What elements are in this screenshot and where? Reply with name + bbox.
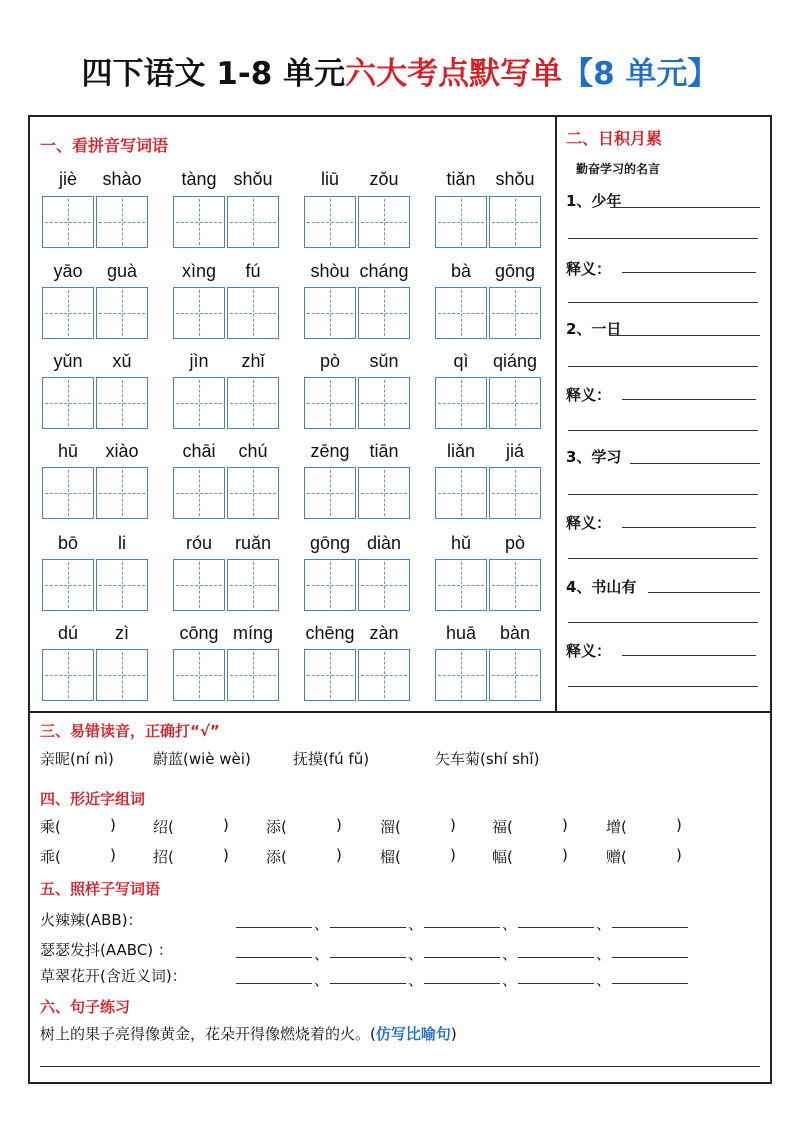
answer-line[interactable] [568, 302, 758, 303]
writing-box[interactable] [227, 559, 279, 611]
char-item: 榴( [380, 848, 401, 866]
separator: 、 [502, 915, 518, 933]
writing-box[interactable] [489, 467, 541, 519]
pinyin-label: shǒu [233, 169, 273, 189]
writing-box[interactable] [42, 467, 94, 519]
pinyin-label: xǔ [112, 351, 132, 371]
pinyin-label: fú [245, 261, 261, 281]
answer-line[interactable] [568, 494, 758, 495]
pinyin-label: jìn [189, 351, 209, 371]
answer-line[interactable] [40, 1066, 760, 1067]
pinyin-label: shòu [310, 261, 350, 281]
pinyin-label: qì [453, 351, 469, 371]
writing-box[interactable] [96, 196, 148, 248]
writing-box[interactable] [304, 196, 356, 248]
char-item-close: ) [336, 816, 342, 834]
char-item-close: ) [110, 816, 116, 834]
pinyin-label: chāi [182, 441, 216, 461]
char-item: 赠( [606, 848, 627, 866]
separator: 、 [596, 945, 612, 963]
separator: 、 [408, 971, 424, 989]
char-item: 招( [153, 848, 174, 866]
separator: 、 [502, 971, 518, 989]
section3-heading: 三、易错读音，正确打“√” [40, 722, 220, 740]
pinyin-label: chēng [305, 623, 355, 643]
title-part3: 【8 单元】 [562, 56, 719, 92]
section2-heading: 二、日积月累 [566, 129, 663, 148]
pinyin-label: ruǎn [234, 533, 272, 553]
answer-line[interactable] [518, 983, 594, 984]
writing-box[interactable] [42, 649, 94, 701]
char-item: 乖( [40, 848, 61, 866]
writing-box[interactable] [489, 649, 541, 701]
separator: 、 [314, 915, 330, 933]
char-item-close: ) [562, 846, 568, 864]
pinyin-label: tiān [369, 441, 399, 461]
pinyin-label: zhǐ [241, 351, 265, 371]
pinyin-label: qiáng [492, 351, 538, 371]
pinyin-label: zì [114, 623, 129, 643]
answer-line[interactable] [330, 927, 406, 928]
pinyin-label: bàn [499, 623, 531, 643]
pinyin-label: dú [57, 623, 79, 643]
pinyin-label: yǔn [53, 351, 83, 371]
writing-box[interactable] [304, 377, 356, 429]
pronunciation-item-2: 蔚蓝(wiè wèi) [153, 750, 251, 768]
writing-box[interactable] [358, 649, 410, 701]
pinyin-label: bō [57, 533, 79, 553]
column-divider [555, 115, 557, 713]
char-item-close: ) [223, 816, 229, 834]
writing-box[interactable] [173, 467, 225, 519]
answer-line[interactable] [622, 272, 756, 273]
pinyin-label: bà [450, 261, 472, 281]
writing-box[interactable] [489, 377, 541, 429]
char-item-close: ) [336, 846, 342, 864]
pinyin-label: tàng [181, 169, 217, 189]
section2-subtitle: 勤奋学习的名言 [576, 162, 661, 176]
pinyin-label: jiè [58, 169, 77, 189]
separator: 、 [596, 971, 612, 989]
writing-box[interactable] [42, 559, 94, 611]
pinyin-label: li [118, 533, 126, 553]
char-item: 幅( [492, 848, 513, 866]
section6-heading: 六、句子练习 [40, 998, 131, 1016]
writing-box[interactable] [358, 287, 410, 339]
answer-line[interactable] [330, 957, 406, 958]
title-part1: 四下语文 1-8 单元 [81, 56, 346, 92]
answer-line[interactable] [424, 983, 500, 984]
char-item-close: ) [562, 816, 568, 834]
writing-box[interactable] [435, 377, 487, 429]
char-item: 乘( [40, 818, 61, 836]
answer-line[interactable] [610, 207, 760, 208]
writing-box[interactable] [96, 287, 148, 339]
separator: 、 [408, 945, 424, 963]
separator: 、 [314, 971, 330, 989]
writing-box[interactable] [173, 649, 225, 701]
writing-box[interactable] [358, 377, 410, 429]
writing-box[interactable] [96, 559, 148, 611]
section4-heading: 四、形近字组词 [40, 790, 146, 808]
meaning-label-2: 释义： [566, 386, 612, 404]
pronunciation-item-3: 抚摸(fú fǔ) [293, 750, 370, 768]
answer-line[interactable] [648, 592, 760, 593]
char-item-close: ) [450, 816, 456, 834]
idiom-item-4: 4、书山有 [566, 578, 637, 596]
pinyin-label: diàn [366, 533, 402, 553]
answer-line[interactable] [568, 622, 758, 623]
separator: 、 [314, 945, 330, 963]
writing-box[interactable] [304, 287, 356, 339]
pronunciation-item-1: 亲昵(ní nì) [40, 750, 114, 768]
writing-box[interactable] [358, 467, 410, 519]
pattern-label-1: 火辣辣(ABB)： [40, 911, 143, 929]
pinyin-label: guà [106, 261, 138, 281]
pinyin-label: shǒu [495, 169, 535, 189]
section5-heading: 五、照样子写词语 [40, 880, 161, 898]
answer-line[interactable] [518, 927, 594, 928]
writing-box[interactable] [227, 377, 279, 429]
pinyin-label: liǎn [446, 441, 476, 461]
pinyin-label: zēng [310, 441, 350, 461]
meaning-label-1: 释义： [566, 260, 612, 278]
char-item-close: ) [676, 816, 682, 834]
sentence-close: ) [450, 1025, 457, 1043]
idiom-item-3: 3、学习 [566, 448, 622, 466]
page-title [0, 52, 800, 96]
writing-box[interactable] [227, 287, 279, 339]
writing-box[interactable] [304, 649, 356, 701]
writing-box[interactable] [96, 467, 148, 519]
section1-heading: 一、看拼音写词语 [40, 136, 169, 155]
writing-box[interactable] [489, 559, 541, 611]
pinyin-label: chú [238, 441, 268, 461]
char-item: 绍( [153, 818, 174, 836]
writing-box[interactable] [227, 467, 279, 519]
pinyin-label: tiǎn [446, 169, 476, 189]
writing-box[interactable] [173, 559, 225, 611]
writing-box[interactable] [304, 467, 356, 519]
writing-box[interactable] [96, 649, 148, 701]
pinyin-label: jiá [505, 441, 524, 461]
char-item: 添( [266, 848, 287, 866]
pinyin-label: liū [320, 169, 339, 189]
answer-line[interactable] [622, 527, 756, 528]
pinyin-label: shào [102, 169, 142, 189]
char-item: 添( [266, 818, 287, 836]
answer-line[interactable] [236, 983, 312, 984]
char-item-close: ) [676, 846, 682, 864]
pinyin-label: míng [232, 623, 274, 643]
writing-box[interactable] [358, 196, 410, 248]
pinyin-label: xìng [181, 261, 217, 281]
idiom-item-1: 1、少年 [566, 192, 622, 210]
pinyin-label: hǔ [450, 533, 472, 553]
answer-line[interactable] [568, 558, 758, 559]
writing-box[interactable] [489, 287, 541, 339]
pinyin-label: zàn [369, 623, 399, 643]
answer-line[interactable] [612, 983, 688, 984]
char-item: 溜( [380, 818, 401, 836]
pinyin-label: yāo [53, 261, 83, 281]
separator: 、 [502, 945, 518, 963]
answer-line[interactable] [518, 957, 594, 958]
writing-box[interactable] [173, 377, 225, 429]
writing-box[interactable] [435, 196, 487, 248]
writing-box[interactable] [173, 196, 225, 248]
idiom-item-2: 2、一日 [566, 320, 622, 338]
writing-box[interactable] [42, 196, 94, 248]
writing-box[interactable] [227, 649, 279, 701]
char-item: 福( [492, 818, 513, 836]
writing-box[interactable] [435, 467, 487, 519]
pinyin-label: xiào [105, 441, 139, 461]
writing-box[interactable] [435, 287, 487, 339]
writing-box[interactable] [227, 196, 279, 248]
title-part2: 六大考点默写单 [345, 56, 563, 92]
answer-line[interactable] [424, 957, 500, 958]
char-item: 增( [606, 818, 627, 836]
writing-box[interactable] [358, 559, 410, 611]
sentence-line [40, 1023, 457, 1044]
pinyin-label: zǒu [369, 169, 399, 189]
pinyin-label: sǔn [369, 351, 399, 371]
pinyin-label: pò [319, 351, 341, 371]
answer-line[interactable] [424, 927, 500, 928]
meaning-label-4: 释义： [566, 642, 612, 660]
writing-box[interactable] [42, 377, 94, 429]
answer-line[interactable] [236, 927, 312, 928]
answer-line[interactable] [236, 957, 312, 958]
pinyin-label: cháng [359, 261, 409, 281]
meaning-label-3: 释义： [566, 514, 612, 532]
writing-box[interactable] [435, 649, 487, 701]
answer-line[interactable] [568, 238, 758, 239]
answer-line[interactable] [622, 655, 756, 656]
answer-line[interactable] [612, 957, 688, 958]
separator: 、 [596, 915, 612, 933]
pattern-label-3: 草翠花开(含近义词)： [40, 967, 187, 985]
answer-line[interactable] [568, 366, 758, 367]
answer-line[interactable] [330, 983, 406, 984]
pinyin-label: huā [445, 623, 477, 643]
example-sentence: 树上的果子亮得像黄金，花朵开得像燃烧着的火。( [40, 1025, 376, 1043]
char-item-close: ) [450, 846, 456, 864]
answer-line[interactable] [630, 463, 760, 464]
answer-line[interactable] [612, 927, 688, 928]
pinyin-label: hū [57, 441, 79, 461]
pattern-label-2: 瑟瑟发抖(AABC) ： [40, 941, 173, 959]
pinyin-label: pò [504, 533, 526, 553]
writing-box[interactable] [435, 559, 487, 611]
answer-line[interactable] [622, 399, 756, 400]
pinyin-label: gōng [309, 533, 351, 553]
sentence-hint: 仿写比喻句 [375, 1025, 451, 1043]
pronunciation-item-4: 矢车菊(shí shǐ) [435, 750, 540, 768]
answer-line[interactable] [610, 335, 760, 336]
char-item-close: ) [223, 846, 229, 864]
answer-line[interactable] [568, 430, 758, 431]
pinyin-label: gōng [494, 261, 536, 281]
writing-box[interactable] [304, 559, 356, 611]
writing-box[interactable] [173, 287, 225, 339]
separator: 、 [408, 915, 424, 933]
pinyin-label: cōng [179, 623, 219, 643]
answer-line[interactable] [568, 686, 758, 687]
writing-box[interactable] [42, 287, 94, 339]
pinyin-label: róu [185, 533, 212, 553]
writing-box[interactable] [96, 377, 148, 429]
char-item-close: ) [110, 846, 116, 864]
writing-box[interactable] [489, 196, 541, 248]
